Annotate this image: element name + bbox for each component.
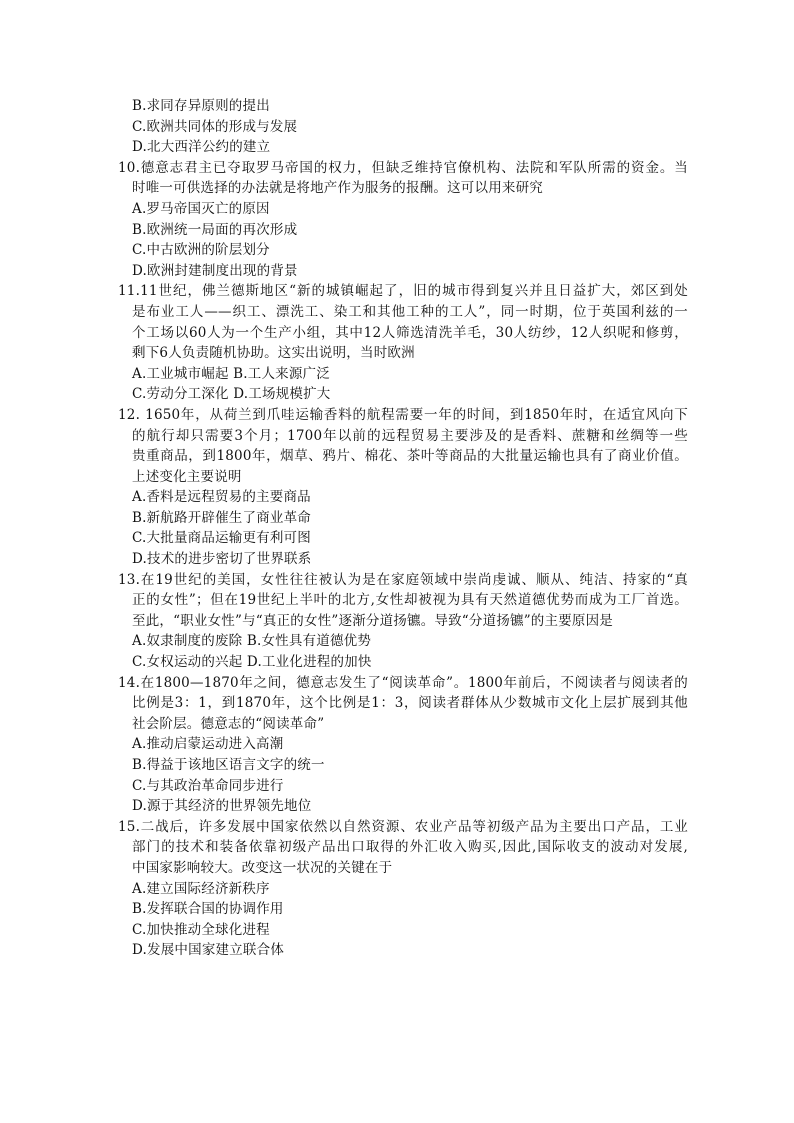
option-b[interactable]: B.求同存异原则的提出 [132, 98, 270, 114]
question-stem-line: 是布业工人——织工、漂洗工、染工和其他工种的工人”，同一时期，位于英国利兹的一 [132, 303, 688, 320]
option-b[interactable]: B.欧洲统一局面的再次形成 [132, 221, 298, 238]
option-c-d[interactable]: C.女权运动的兴起 D.工业化进程的加快 [132, 654, 372, 671]
option-a[interactable]: A.推动启蒙运动进入高潮 [132, 736, 284, 753]
question-stem-line: 11.11世纪，佛兰德斯地区“新的城镇崛起了，旧的城市得到复兴并且日益扩大，郊区到处 [118, 283, 688, 300]
option-d[interactable]: D.源于其经济的世界领先地位 [132, 798, 312, 815]
question-stem-line: 的航行却只需要3个月；1700年以前的远程贸易主要涉及的是香料、蔗糖和丝绸等一些 [132, 427, 688, 444]
question-stem-line: 时唯一可供选择的办法就是将地产作为服务的报酬。这可以用来研究 [132, 180, 543, 197]
question-stem-line: 10.德意志君主已夺取罗马帝国的权力，但缺乏维持官僚机构、法院和军队所需的资金。当 [118, 159, 688, 176]
option-d[interactable]: D.发展中国家建立联合体 [132, 942, 285, 959]
option-a[interactable]: A.罗马帝国灭亡的原因 [132, 200, 270, 217]
question-stem-line: 上述变化主要说明 [132, 468, 242, 485]
question-stem-line: 部门的技术和装备依靠初级产品出口取得的外汇收入购买,因此,国际收支的波动对发展, [132, 839, 688, 856]
question-10 [118, 158, 688, 282]
option-c-d[interactable]: C.劳动分工深化 D.工场规模扩大 [132, 386, 331, 403]
option-a-b[interactable]: A.奴隶制度的废除 B.女性具有道德优势 [132, 633, 372, 650]
question-stem-line: 15.二战后，许多发展中国家依然以自然资源、农业产品等初级产品为主要出口产品，工业 [118, 818, 688, 835]
option-d[interactable]: D.北大西洋公约的建立 [132, 139, 271, 156]
question-stem-line: 14.在1800—1870年之间，德意志发生了“阅读革命”。1800年前后，不阅读者与阅读者的 [118, 674, 688, 691]
question-9 [118, 96, 688, 158]
option-c[interactable]: C.欧洲共同体的形成与发展 [132, 118, 298, 135]
question-14 [118, 673, 688, 817]
question-stem-line: 社会阶层。德意志的“阅读革命” [132, 715, 325, 732]
question-stem-line: 13.在19世纪的美国，女性往往被认为是在家庭领域中崇尚虔诚、顺从、纯洁、持家的“真 [118, 571, 688, 588]
question-11 [118, 281, 688, 405]
exam-page [118, 96, 688, 961]
question-12 [118, 405, 688, 570]
option-c[interactable]: C.大批量商品运输更有利可图 [132, 530, 311, 547]
question-stem-line: 正的女性”；但在19世纪上半叶的北方,女性却被视为具有天然道德优势而成为工厂首选。 [132, 592, 688, 609]
option-a-b[interactable]: A.工业城市崛起 B.工人来源广泛 [132, 365, 330, 382]
option-c[interactable]: C.与其政治革命同步进行 [132, 777, 284, 794]
question-stem-line: 中国家影响较大。改变这一状况的关键在于 [132, 859, 393, 876]
option-c[interactable]: C.加快推动全球化进程 [132, 921, 270, 938]
question-stem-line: 剩下6人负责随机协助。这实出说明，当时欧洲 [132, 345, 415, 362]
question-13 [118, 570, 688, 673]
option-b[interactable]: B.发挥联合国的协调作用 [132, 901, 284, 918]
question-stem-line: 至此，“职业女性”与“真正的女性”逐渐分道扬镳。导致“分道扬镳”的主要原因是 [132, 612, 614, 629]
question-stem-line: 个工场以60人为一个生产小组，其中12人筛选清洗羊毛，30人纺纱，12人织呢和修剪， [132, 324, 688, 341]
option-a[interactable]: A.建立国际经济新秩序 [132, 880, 270, 897]
option-d[interactable]: D.技术的进步密切了世界联系 [132, 551, 312, 568]
option-b[interactable]: B.得益于该地区语言文字的统一 [132, 757, 325, 773]
option-c[interactable]: C.中古欧洲的阶层划分 [132, 242, 270, 259]
option-d[interactable]: D.欧洲封建制度出现的背景 [132, 262, 298, 279]
option-a[interactable]: A.香料是远程贸易的主要商品 [132, 489, 311, 506]
question-stem-line: 12. 1650年，从荷兰到爪哇运输香料的航程需要一年的时间，到1850年时，在适宜风向下 [118, 406, 688, 423]
question-stem-line: 比例是3：1，到1870年，这个比例是1：3，阅读者群体从少数城市文化上层扩展到其他 [132, 695, 688, 712]
question-stem-line: 贵重商品，到1800年，烟草、鸦片、棉花、茶叶等商品的大批量运输也具有了商业价值。 [132, 448, 688, 465]
question-15 [118, 817, 688, 961]
option-b[interactable]: B.新航路开辟催生了商业革命 [132, 509, 312, 526]
